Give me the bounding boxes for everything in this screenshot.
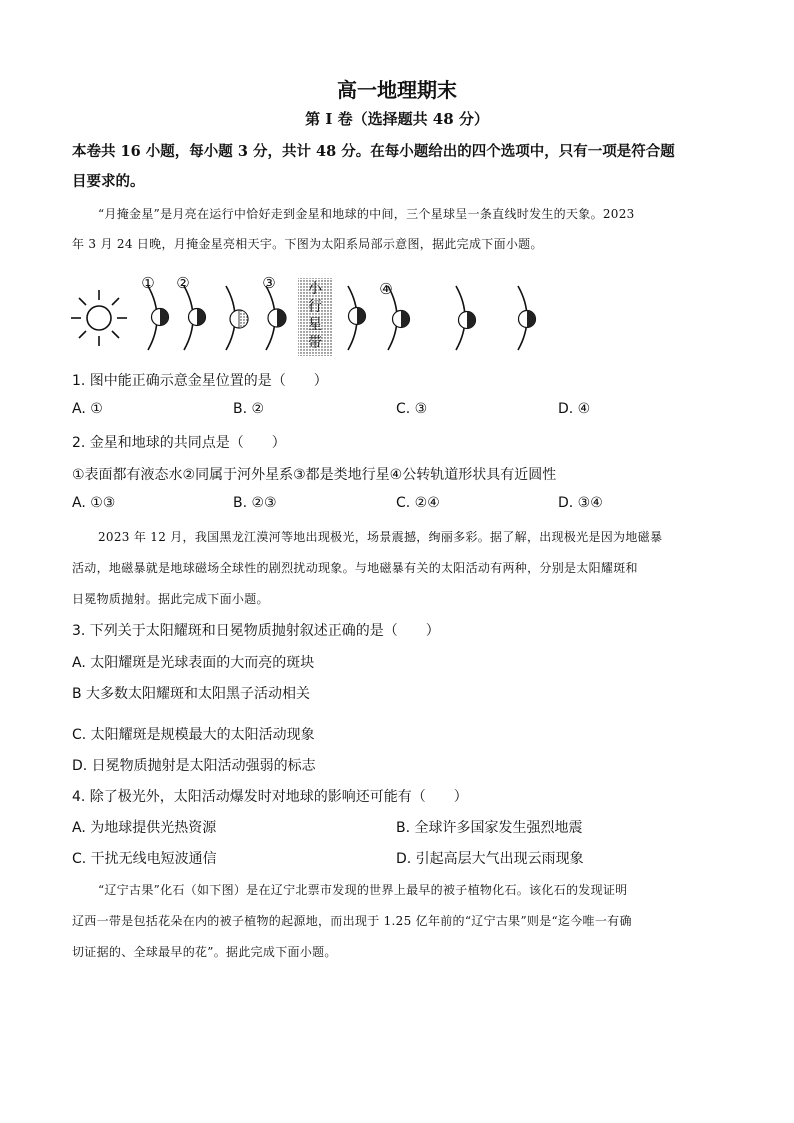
orbit-7 xyxy=(456,286,476,350)
belt-label-3: 星 xyxy=(308,317,322,333)
q1-option-b[interactable]: B. ② xyxy=(233,401,265,417)
orbit-3 xyxy=(226,286,248,350)
q2-option-a[interactable]: A. ①③ xyxy=(72,495,116,511)
marker-1: ① xyxy=(141,274,155,292)
q1-option-a[interactable]: A. ① xyxy=(72,401,103,417)
q3-option-c[interactable]: C. 太阳耀斑是规模最大的太阳活动现象 xyxy=(72,727,315,743)
q4-option-c[interactable]: C. 干扰无线电短波通信 xyxy=(72,851,217,867)
belt-label-4: 带 xyxy=(308,335,322,351)
q4-option-a[interactable]: A. 为地球提供光热资源 xyxy=(72,820,217,836)
passage3-line-2: 辽西一带是包括花朵在内的被子植物的起源地，而出现于 1.25 亿年前的“辽宁古果”则是“迄今唯一有确 xyxy=(72,914,632,928)
section-subtitle: 第 I 卷（选择题共 48 分） xyxy=(305,110,489,128)
marker-4: ④ xyxy=(379,280,393,298)
passage2-line-3: 日冕物质抛射。据此完成下面小题。 xyxy=(72,592,269,606)
marker-3: ③ xyxy=(262,274,276,292)
passage3-line-1: “辽宁古果”化石（如下图）是在辽宁北票市发现的世界上最早的被子植物化石。该化石的发现证明 xyxy=(98,883,628,897)
q4-option-d[interactable]: D. 引起高层大气出现云雨现象 xyxy=(396,851,584,867)
q3-option-d[interactable]: D. 日冕物质抛射是太阳活动强弱的标志 xyxy=(72,758,316,774)
orbit-1 xyxy=(148,286,169,350)
q4-stem: 4. 除了极光外，太阳活动爆发时对地球的影响还可能有（ ） xyxy=(72,789,468,805)
orbit-2 xyxy=(184,286,206,350)
passage3-line-3: 切证据的、全球最早的花”。据此完成下面小题。 xyxy=(72,945,337,959)
q2-option-c[interactable]: C. ②④ xyxy=(396,495,440,511)
q1-stem: 1. 图中能正确示意金星位置的是（ ） xyxy=(72,373,328,389)
instructions-line-2: 目要求的。 xyxy=(72,173,145,190)
asteroid-belt xyxy=(298,278,332,356)
q3-stem: 3. 下列关于太阳耀斑和日冕物质抛射叙述正确的是（ ） xyxy=(72,623,440,639)
q2-statements: ①表面都有液态水②同属于河外星系③都是类地行星④公转轨道形状具有近圆性 xyxy=(72,467,557,483)
orbit-8 xyxy=(518,286,536,350)
passage1-line-1: “月掩金星”是月亮在运行中恰好走到金星和地球的中间，三个星球呈一条直线时发生的天象。2023 xyxy=(98,207,635,221)
solar-system-diagram xyxy=(66,268,546,360)
passage2-line-2: 活动，地磁暴就是地球磁场全球性的剧烈扰动现象。与地磁暴有关的太阳活动有两种，分别是太阳耀斑和 xyxy=(72,561,638,575)
q3-option-a[interactable]: A. 太阳耀斑是光球表面的大而亮的斑块 xyxy=(72,655,315,671)
passage2-line-1: 2023 年 12 月，我国黑龙江漠河等地出现极光，场景震撼，绚丽多彩。据了解，出现极光是因为地磁暴 xyxy=(98,530,663,544)
q1-option-c[interactable]: C. ③ xyxy=(396,401,428,417)
orbit-4 xyxy=(266,286,286,350)
orbit-5 xyxy=(348,286,366,350)
sun-icon xyxy=(71,290,127,346)
marker-2: ② xyxy=(176,274,190,292)
q2-option-d[interactable]: D. ③④ xyxy=(558,495,603,511)
q4-option-b[interactable]: B. 全球许多国家发生强烈地震 xyxy=(396,820,583,836)
q3-option-b[interactable]: B 大多数太阳耀斑和太阳黑子活动相关 xyxy=(72,686,311,702)
q2-option-b[interactable]: B. ②③ xyxy=(233,495,277,511)
belt-label-2: 行 xyxy=(308,299,322,315)
q1-option-d[interactable]: D. ④ xyxy=(558,401,591,417)
instructions-line-1: 本卷共 16 小题，每小题 3 分，共计 48 分。在每小题给出的四个选项中，只有一项是符合题 xyxy=(72,143,675,160)
belt-label-1: 小 xyxy=(308,281,322,297)
page-title: 高一地理期末 xyxy=(337,78,457,102)
q2-stem: 2. 金星和地球的共同点是（ ） xyxy=(72,435,286,451)
passage1-line-2: 年 3 月 24 日晚，月掩金星亮相天宇。下图为太阳系局部示意图，据此完成下面小题。 xyxy=(72,237,543,251)
